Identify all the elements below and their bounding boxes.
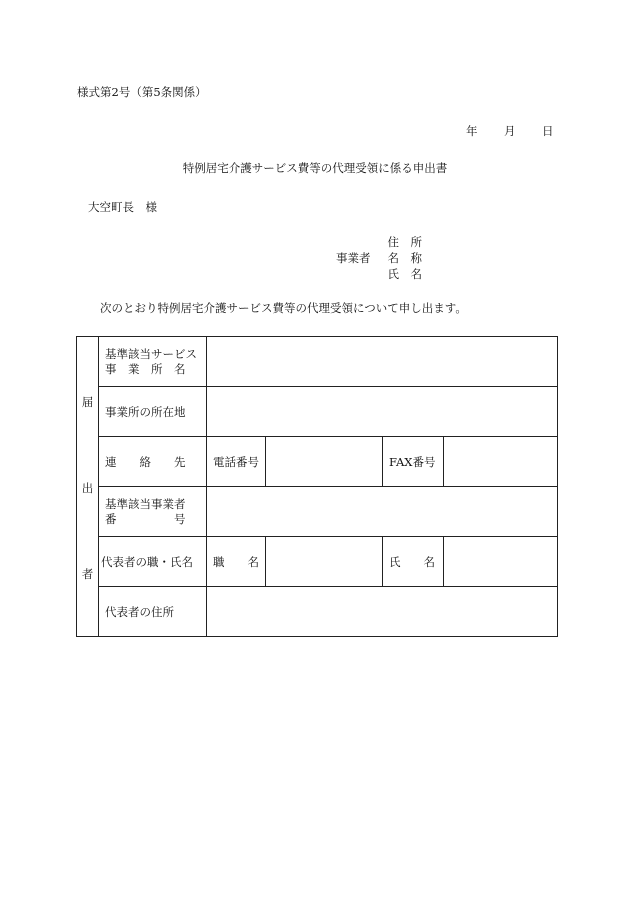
- office-name-label: [99, 337, 207, 387]
- phone-field[interactable]: [266, 437, 383, 487]
- application-table: [76, 336, 558, 637]
- table-row: [77, 587, 558, 637]
- rep-address-field[interactable]: [207, 587, 558, 637]
- document-title: 特例居宅介護サービス費等の代理受領に係る申出書: [182, 161, 448, 175]
- fax-label: FAX番号: [383, 437, 444, 487]
- applicant-person-label: 氏 名: [387, 267, 422, 281]
- office-name-field[interactable]: [207, 337, 558, 387]
- table-row: [77, 537, 558, 587]
- position-field[interactable]: [266, 537, 383, 587]
- business-number-label: [99, 487, 207, 537]
- date-year: 年: [466, 124, 478, 138]
- business-number-field[interactable]: [207, 487, 558, 537]
- applicant-address-label: 住 所: [387, 235, 422, 249]
- fax-field[interactable]: [444, 437, 558, 487]
- applicant-label: 事業者: [336, 251, 371, 265]
- rep-name-label: 氏 名: [383, 537, 444, 587]
- office-address-field[interactable]: [207, 387, 558, 437]
- table-row: [77, 487, 558, 537]
- table-row: [77, 437, 558, 487]
- side-label-top: 届: [81, 394, 94, 409]
- contact-label: 連 絡 先: [99, 437, 207, 487]
- applicant-block: [336, 234, 424, 282]
- phone-label: 電話番号: [207, 437, 266, 487]
- side-label-cell: [77, 337, 99, 637]
- business-number-label-l2: 番 号: [105, 511, 186, 526]
- date-line: [466, 123, 554, 139]
- applicant-name-label: 名 称: [387, 251, 422, 265]
- date-day: 日: [542, 124, 554, 138]
- side-label-bottom: 者: [81, 566, 94, 581]
- business-number-label-l1: 基準該当事業者: [105, 496, 186, 511]
- side-label-mid: 出: [81, 480, 94, 495]
- form-number: 様式第2号（第5条関係）: [77, 85, 207, 99]
- rep-title-name-label: 代表者の職・氏名: [99, 537, 207, 587]
- office-name-label-l1: 基準該当サービス: [105, 346, 197, 361]
- addressee: 大空町長 様: [88, 200, 157, 214]
- office-address-label: 事業所の所在地: [99, 387, 207, 437]
- intro-text: 次のとおり特例居宅介護サービス費等の代理受領について申し出ます。: [100, 301, 467, 315]
- rep-address-label: 代表者の住所: [99, 587, 207, 637]
- table-row: [77, 387, 558, 437]
- table-row: [77, 337, 558, 387]
- position-label: 職 名: [207, 537, 266, 587]
- date-month: 月: [504, 124, 516, 138]
- rep-name-field[interactable]: [444, 537, 558, 587]
- office-name-label-l2: 事 業 所 名: [105, 361, 186, 376]
